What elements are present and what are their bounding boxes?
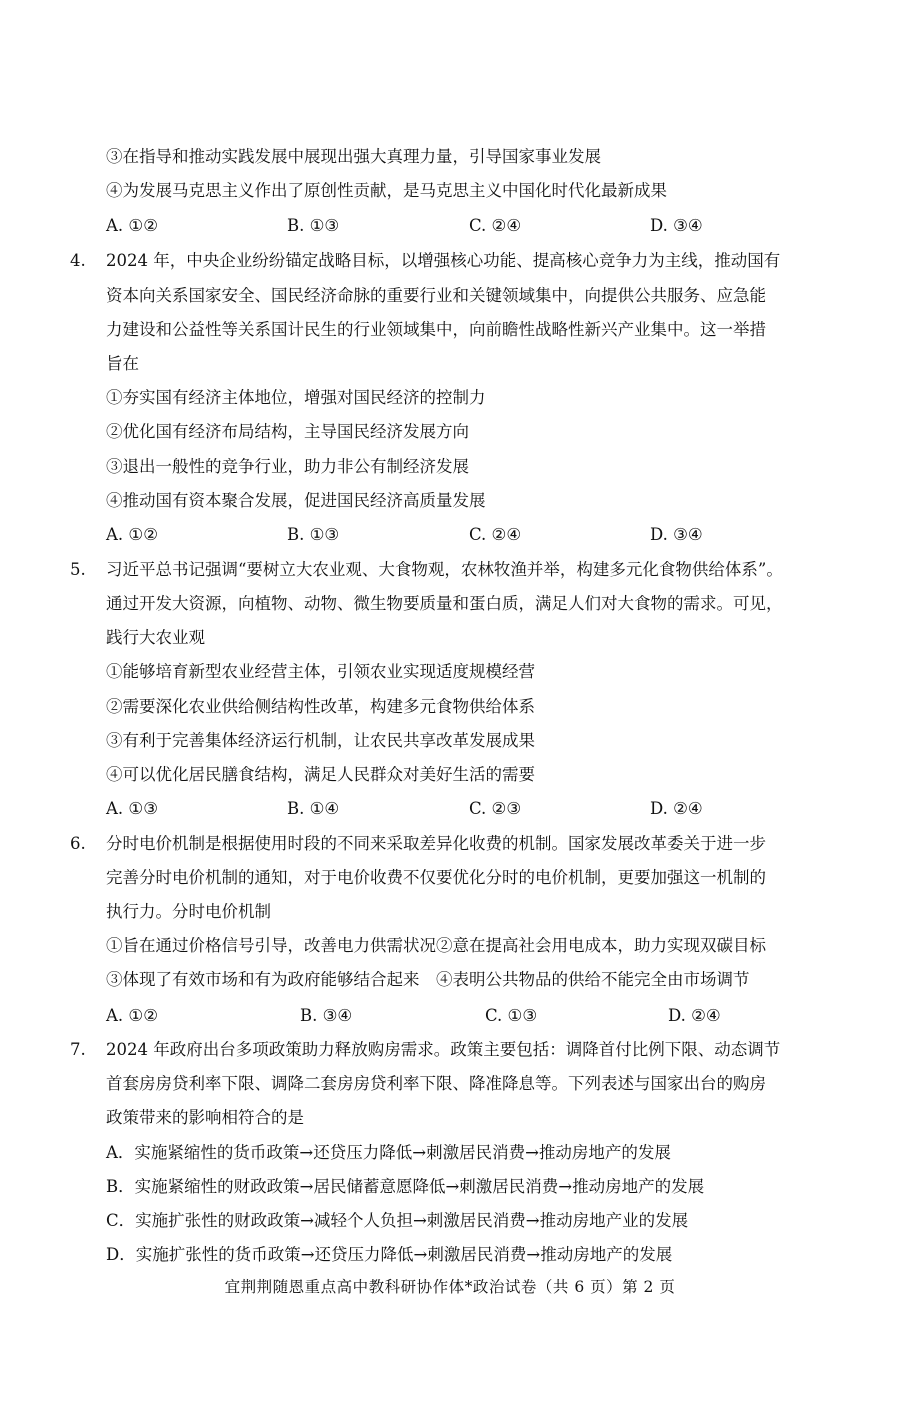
q4-stem-line-2: 资本向关系国家安全、国民经济命脉的重要行业和关键领域集中，向提供公共服务、应急能	[106, 286, 766, 305]
q6-item-row-2: ③体现了有效市场和有为政府能够结合起来 ④表明公共物品的供给不能完全由市场调节	[106, 970, 750, 989]
q3-option-a: A. ①②	[106, 216, 158, 235]
q6-stem-line-2: 完善分时电价机制的通知，对于电价收费不仅要优化分时的电价机制，更要加强这一机制的	[106, 868, 766, 887]
q5-item-1: ①能够培育新型农业经营主体，引领农业实现适度规模经营	[106, 662, 535, 681]
q3-options	[0, 215, 900, 237]
page-footer: 宜荆荆随恩重点高中教科研协作体*政治试卷（共 6 页）第 2 页	[224, 1278, 676, 1296]
q6-number: 6.	[70, 834, 86, 853]
q4-item-2: ②优化国有经济布局结构，主导国民经济发展方向	[106, 422, 469, 441]
q7-option-c: C．实施扩张性的财政政策→减轻个人负担→刺激居民消费→推动房地产业的发展	[106, 1211, 689, 1230]
q7-stem-text-1: 2024 年政府出台多项政策助力释放购房需求。政策主要包括：调降首付比例下限、动态调节	[106, 1040, 781, 1059]
q5-options	[0, 798, 900, 820]
q5-option-b: B. ①④	[287, 799, 340, 818]
q6-stem-line-3: 执行力。分时电价机制	[106, 902, 271, 921]
q4-number: 4.	[70, 251, 86, 270]
q4-stem-line-4: 旨在	[106, 354, 139, 373]
q7-stem-line-1	[0, 1039, 900, 1061]
q5-option-c: C. ②③	[469, 799, 522, 818]
q5-stem-line-1	[0, 559, 900, 581]
q6-option-a: A. ①②	[106, 1006, 158, 1025]
q4-options	[0, 524, 900, 546]
q7-number: 7.	[70, 1040, 86, 1059]
q4-stem-text-1: 2024 年，中央企业纷纷锚定战略目标，以增强核心功能、提高核心竞争力为主线，推动国有	[106, 251, 781, 270]
q6-option-b: B. ③④	[300, 1006, 353, 1025]
q4-option-d: D. ③④	[650, 525, 703, 544]
q4-stem-line-3: 力建设和公益性等关系国计民生的行业领域集中，向前瞻性战略性新兴产业集中。这一举措	[106, 320, 766, 339]
q6-options	[0, 1005, 900, 1027]
q4-item-4: ④推动国有资本聚合发展，促进国民经济高质量发展	[106, 491, 486, 510]
q5-stem-line-2: 通过开发大资源，向植物、动物、微生物要质量和蛋白质，满足人们对大食物的需求。可见，	[106, 594, 783, 613]
q6-stem-text-1: 分时电价机制是根据使用时段的不同来采取差异化收费的机制。国家发展改革委关于进一步	[106, 834, 766, 853]
q4-option-c: C. ②④	[469, 525, 522, 544]
q7-option-d: D．实施扩张性的货币政策→还贷压力降低→刺激居民消费→推动房地产的发展	[106, 1245, 673, 1264]
q4-option-a: A. ①②	[106, 525, 158, 544]
q5-stem-text-1: 习近平总书记强调“要树立大农业观、大食物观，农林牧渔并举，构建多元化食物供给体系”。	[106, 560, 783, 579]
q3-option-c: C. ②④	[469, 216, 522, 235]
q3-option-b: B. ①③	[287, 216, 340, 235]
q7-option-b: B．实施紧缩性的财政政策→居民储蓄意愿降低→刺激居民消费→推动房地产的发展	[106, 1177, 705, 1196]
q4-item-1: ①夯实国有经济主体地位，增强对国民经济的控制力	[106, 388, 486, 407]
q5-option-d: D. ②④	[650, 799, 703, 818]
q7-option-a: A．实施紧缩性的货币政策→还贷压力降低→刺激居民消费→推动房地产的发展	[106, 1143, 671, 1162]
q5-number: 5.	[70, 560, 86, 579]
q7-stem-line-2: 首套房房贷利率下限、调降二套房房贷利率下限、降准降息等。下列表述与国家出台的购房	[106, 1074, 766, 1093]
q3-item-3: ③在指导和推动实践发展中展现出强大真理力量，引导国家事业发展	[106, 147, 601, 166]
q5-option-a: A. ①③	[106, 799, 158, 818]
q4-option-b: B. ①③	[287, 525, 340, 544]
q5-stem-line-3: 践行大农业观	[106, 628, 205, 647]
q6-option-c: C. ①③	[485, 1006, 538, 1025]
q3-option-d: D. ③④	[650, 216, 703, 235]
q6-item-row-1: ①旨在通过价格信号引导，改善电力供需状况②意在提高社会用电成本，助力实现双碳目标	[106, 936, 766, 955]
q4-stem-line-1	[0, 250, 900, 272]
q6-option-d: D. ②④	[668, 1006, 721, 1025]
q3-item-4: ④为发展马克思主义作出了原创性贡献，是马克思主义中国化时代化最新成果	[106, 181, 667, 200]
q5-item-2: ②需要深化农业供给侧结构性改革，构建多元食物供给体系	[106, 697, 535, 716]
q7-stem-line-3: 政策带来的影响相符合的是	[106, 1108, 304, 1127]
q5-item-3: ③有利于完善集体经济运行机制，让农民共享改革发展成果	[106, 731, 535, 750]
q6-stem-line-1	[0, 833, 900, 855]
q4-item-3: ③退出一般性的竞争行业，助力非公有制经济发展	[106, 457, 469, 476]
q5-item-4: ④可以优化居民膳食结构，满足人民群众对美好生活的需要	[106, 765, 535, 784]
